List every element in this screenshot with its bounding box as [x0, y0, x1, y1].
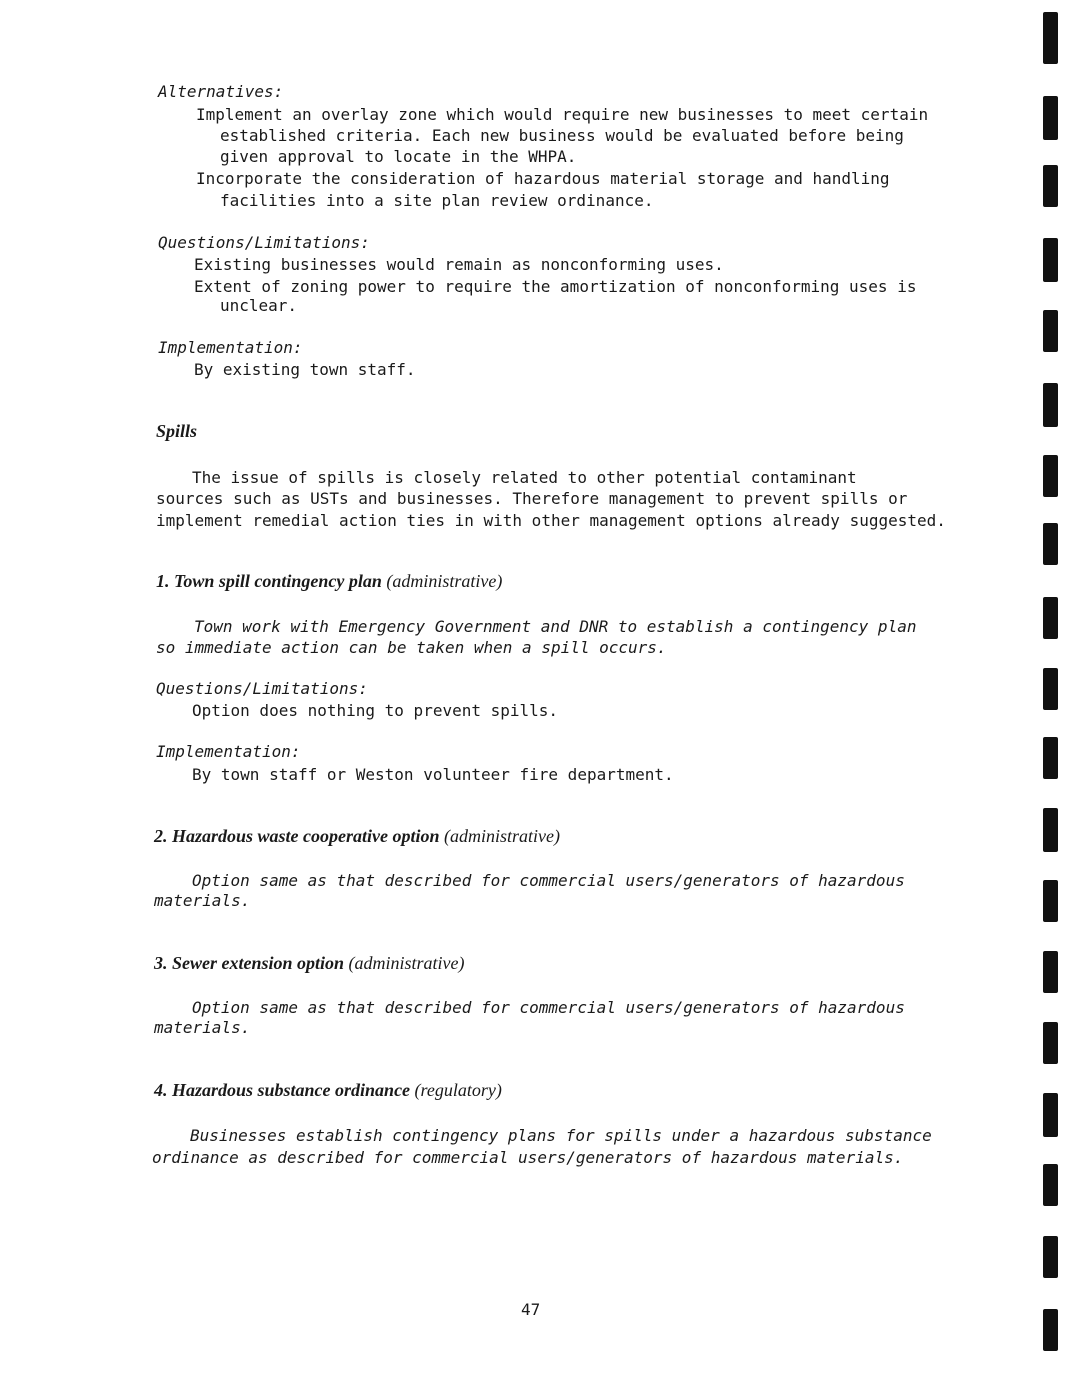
option4-title-row — [154, 1080, 502, 1101]
option1-type: (administrative) — [386, 571, 503, 591]
option1-desc-line: so immediate action can be taken when a spill occurs. — [156, 638, 667, 657]
binding-mark — [1043, 523, 1058, 565]
option1-title-row — [156, 571, 502, 592]
binding-mark — [1043, 668, 1058, 710]
option2-desc-line: Option same as that described for commercial users/generators of hazardous — [192, 871, 905, 890]
option1-title: 1. Town spill contingency plan — [156, 571, 382, 591]
questions-item-line: Existing businesses would remain as nonconforming uses. — [194, 255, 724, 274]
binding-mark — [1043, 165, 1058, 207]
binding-mark — [1043, 383, 1058, 427]
spills-title: Spills — [156, 421, 198, 441]
option4-desc-line: ordinance as described for commercial users/generators of hazardous materials. — [152, 1148, 904, 1167]
alternatives-item-line: given approval to locate in the WHPA. — [220, 147, 577, 166]
spills-intro-line: The issue of spills is closely related to other potential contaminant — [192, 468, 857, 487]
option1-implementation-heading: Implementation: — [156, 742, 301, 761]
binding-mark — [1043, 737, 1058, 779]
spills-intro-line: sources such as USTs and businesses. Therefore management to prevent spills or — [156, 489, 908, 508]
alternatives-item-line: established criteria. Each new business would be evaluated before being — [220, 126, 904, 145]
binding-mark — [1043, 597, 1058, 639]
questions-item-line: Extent of zoning power to require the amortization of nonconforming uses is — [194, 277, 917, 296]
implementation-heading: Implementation: — [158, 338, 303, 357]
alternatives-item-line: Incorporate the consideration of hazardous material storage and handling — [196, 169, 890, 188]
option1-questions-text: Option does nothing to prevent spills. — [192, 701, 559, 720]
page-number: 47 — [521, 1300, 541, 1319]
binding-mark — [1043, 1093, 1058, 1137]
alternatives-heading: Alternatives: — [158, 82, 284, 101]
option3-desc-line: materials. — [154, 1018, 251, 1037]
option3-title: 3. Sewer extension option — [154, 953, 345, 973]
option3-title-row — [154, 953, 465, 974]
binding-mark — [1043, 12, 1058, 64]
option1-questions-heading: Questions/Limitations: — [156, 679, 368, 698]
option2-title: 2. Hazardous waste cooperative option — [154, 826, 440, 846]
binding-mark — [1043, 1164, 1058, 1206]
option4-type: (regulatory) — [414, 1080, 502, 1100]
alternatives-item-line: facilities into a site plan review ordinance. — [220, 191, 654, 210]
option1-implementation-text: By town staff or Weston volunteer fire department. — [192, 765, 674, 784]
option4-desc-line: Businesses establish contingency plans for spills under a hazardous substance — [190, 1126, 932, 1145]
option4-title: 4. Hazardous substance ordinance — [154, 1080, 411, 1100]
alternatives-item-line: Implement an overlay zone which would require new businesses to meet certain — [196, 105, 929, 124]
binding-mark — [1043, 96, 1058, 140]
option2-title-row — [154, 826, 560, 847]
binding-mark — [1043, 1022, 1058, 1064]
binding-mark — [1043, 1309, 1058, 1351]
option2-desc-line: materials. — [154, 891, 251, 910]
option3-desc-line: Option same as that described for commercial users/generators of hazardous — [192, 998, 905, 1017]
binding-mark — [1043, 238, 1058, 282]
option3-type: (administrative) — [348, 953, 465, 973]
binding-mark — [1043, 951, 1058, 993]
binding-mark — [1043, 880, 1058, 922]
binding-mark — [1043, 455, 1058, 497]
option2-type: (administrative) — [444, 826, 560, 846]
spills-intro-line: implement remedial action ties in with other management options already suggested. — [156, 511, 946, 530]
binding-mark — [1043, 310, 1058, 352]
questions-item-line: unclear. — [220, 296, 298, 315]
implementation-text: By existing town staff. — [194, 360, 416, 379]
option1-desc-line: Town work with Emergency Government and DNR to establish a contingency plan — [194, 617, 917, 636]
binding-mark — [1043, 1236, 1058, 1278]
binding-mark — [1043, 808, 1058, 852]
questions-heading: Questions/Limitations: — [158, 233, 370, 252]
